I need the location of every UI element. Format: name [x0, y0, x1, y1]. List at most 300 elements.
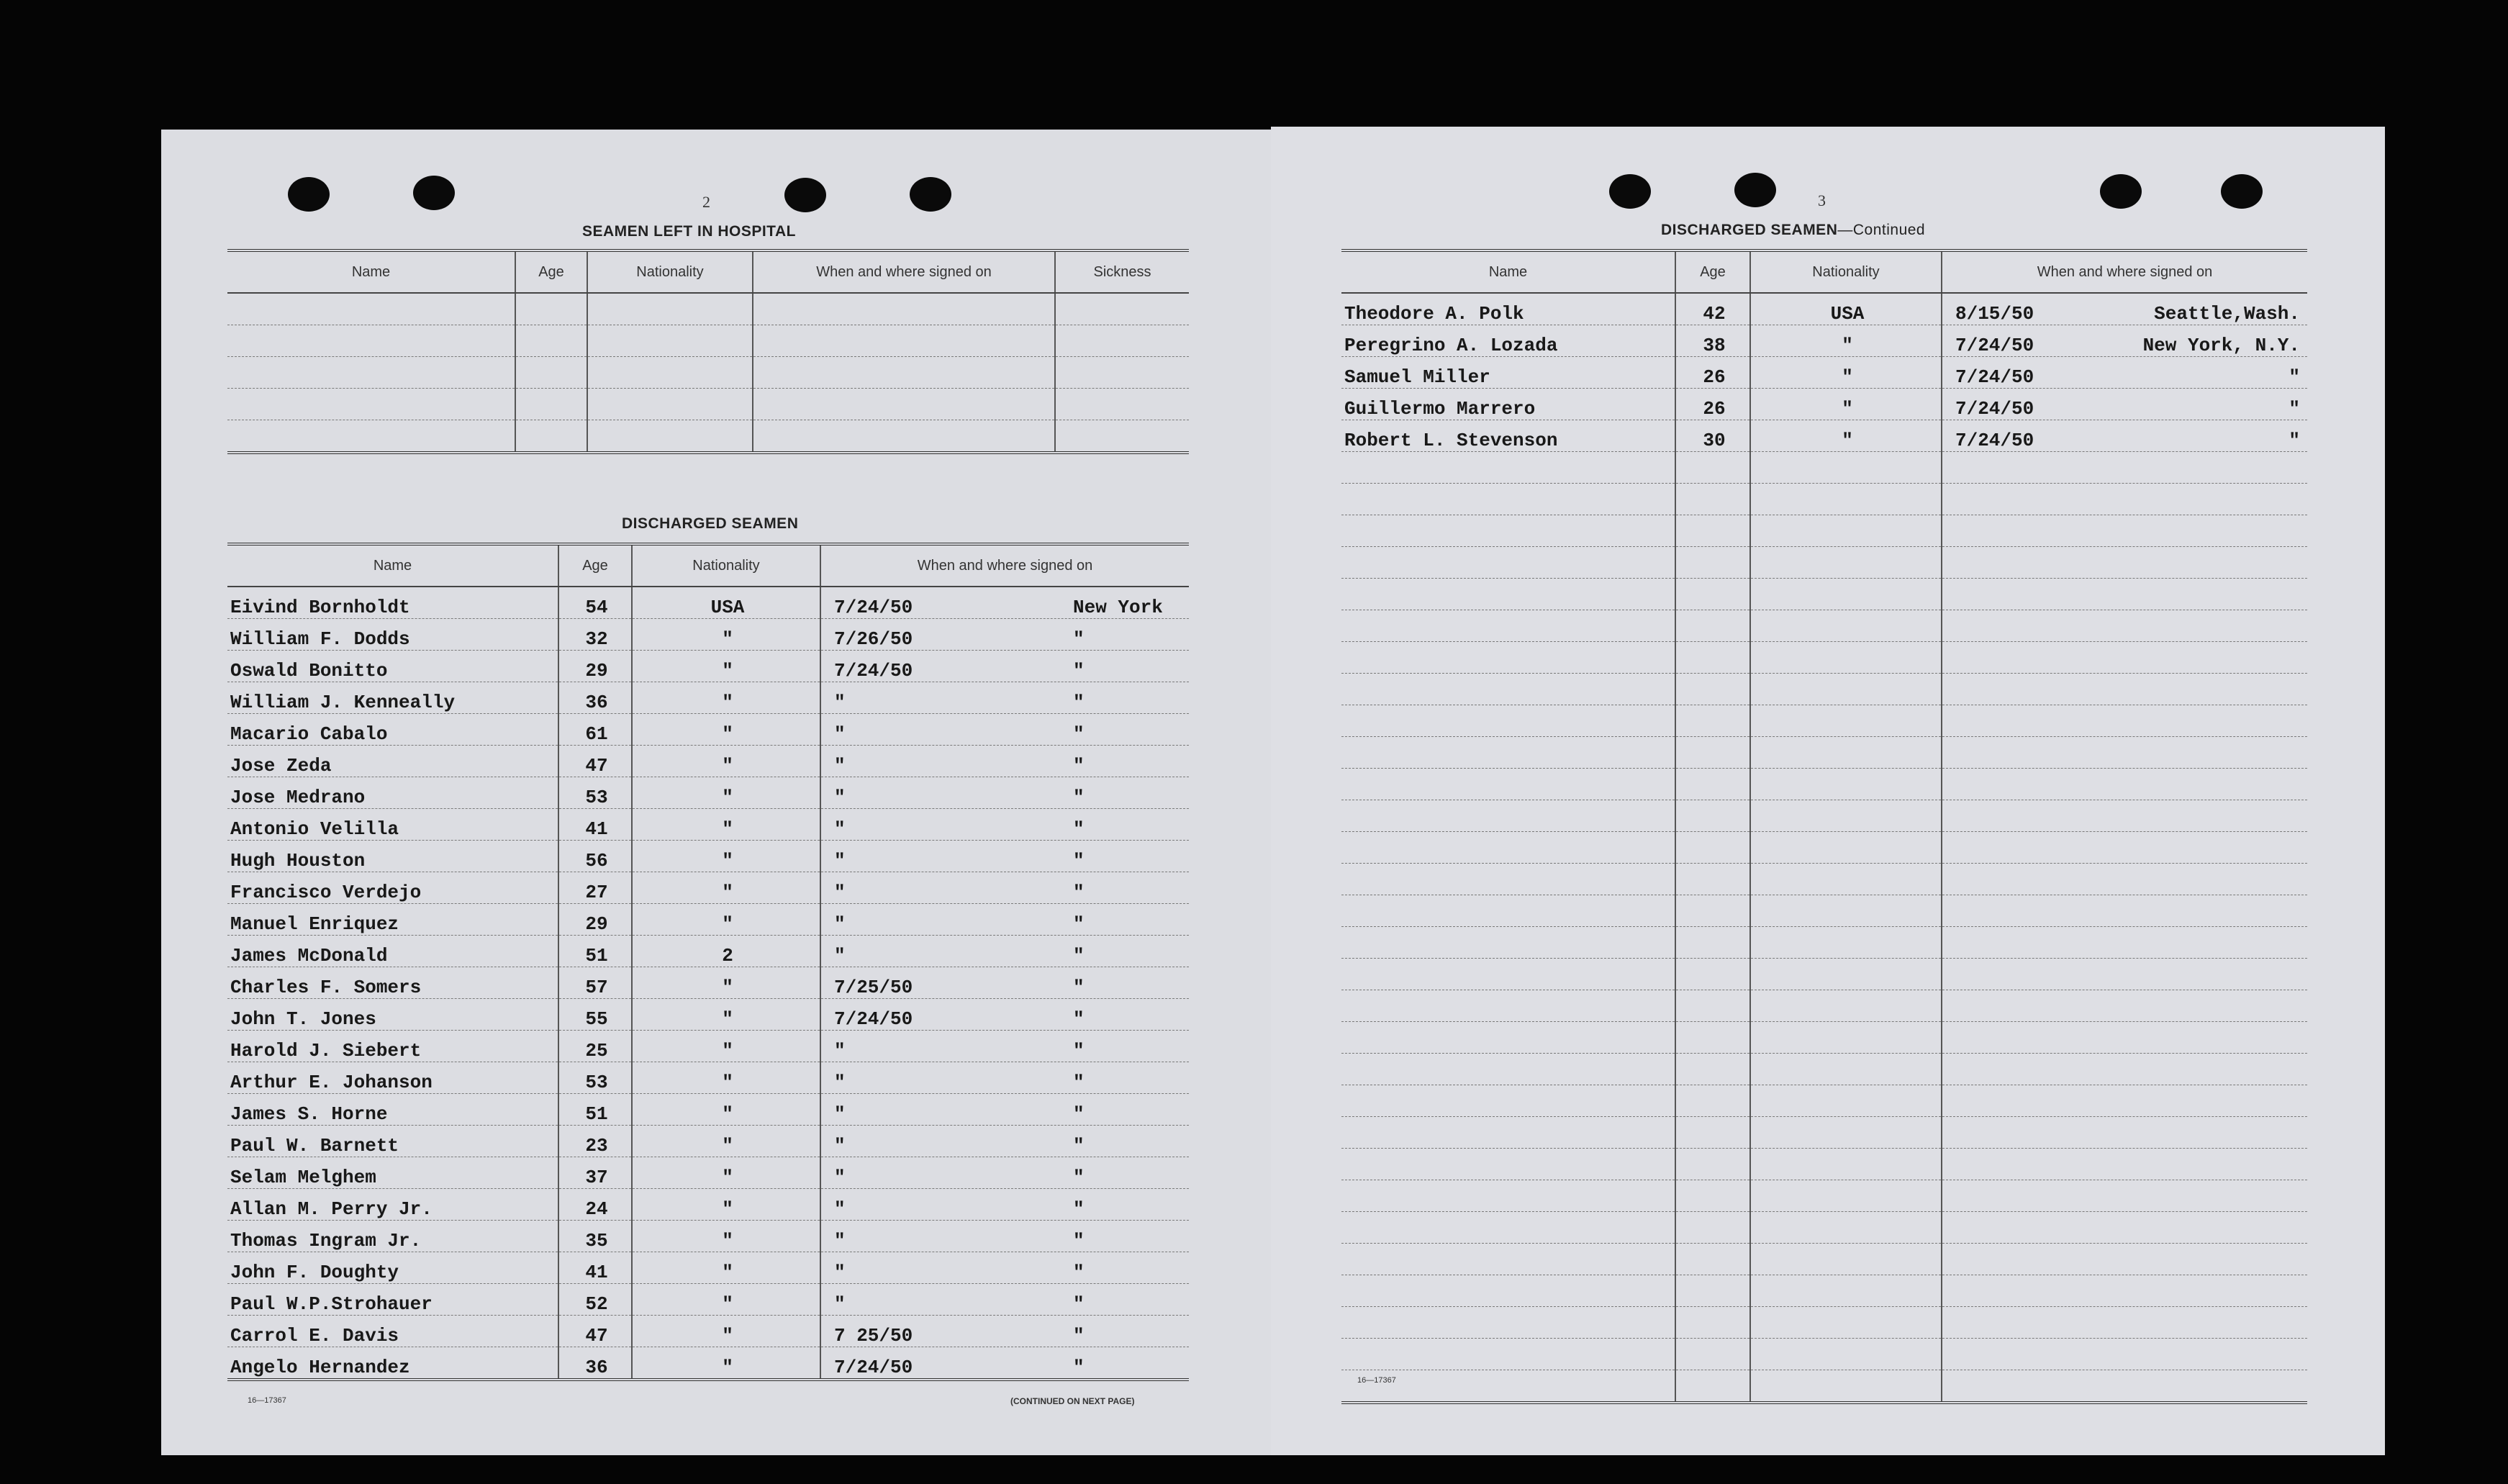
signed-on-place: Seattle,Wash.: [2154, 303, 2300, 325]
signed-on-date: ": [834, 913, 846, 935]
signed-on-place: ": [1073, 977, 1085, 998]
seaman-nationality: ": [632, 872, 820, 904]
table-row: [1341, 1085, 2307, 1117]
signed-on-date: 7/24/50: [1955, 366, 2034, 388]
col-header-age: Age: [515, 250, 587, 293]
table-row: [1341, 1117, 2307, 1149]
empty-cell: [1675, 1307, 1750, 1339]
signed-on-place: ": [2289, 430, 2300, 451]
signed-on-place: ": [1073, 1008, 1085, 1030]
signed-on-date: 7/24/50: [834, 597, 913, 618]
empty-cell: [1750, 1370, 1942, 1403]
seaman-age: 27: [558, 872, 632, 904]
empty-cell: [1750, 1339, 1942, 1370]
table-row: [227, 1221, 1189, 1252]
table-row: [1341, 864, 2307, 895]
empty-cell: [1341, 1275, 1675, 1307]
empty-cell: [1675, 895, 1750, 927]
seaman-nationality: ": [632, 1347, 820, 1380]
empty-cell: [1942, 1149, 2307, 1180]
empty-cell: [1341, 832, 1675, 864]
seaman-name: Selam Melghem: [227, 1157, 558, 1189]
signed-on-date: ": [834, 850, 846, 872]
page-number: 3: [1818, 191, 1826, 209]
col-header-signed-on: When and where signed on: [753, 250, 1055, 293]
left-page: [161, 130, 1271, 1455]
signed-on-cell: [820, 1316, 1189, 1347]
empty-cell: [1341, 674, 1675, 705]
seaman-name: Thomas Ingram Jr.: [227, 1221, 558, 1252]
seaman-age: 29: [558, 651, 632, 682]
signed-on-cell: [820, 1094, 1189, 1126]
seaman-name: James S. Horne: [227, 1094, 558, 1126]
signed-on-place: ": [1073, 723, 1085, 745]
discharged-table: [227, 543, 1189, 1381]
seaman-age: 57: [558, 967, 632, 999]
empty-cell: [1750, 737, 1942, 769]
seaman-nationality: 2: [632, 936, 820, 967]
seaman-nationality: ": [632, 682, 820, 714]
empty-cell: [1750, 1117, 1942, 1149]
empty-cell: [1942, 1022, 2307, 1054]
empty-cell: [1341, 1307, 1675, 1339]
seaman-name: John T. Jones: [227, 999, 558, 1031]
seaman-age: 61: [558, 714, 632, 746]
signed-on-cell: [820, 967, 1189, 999]
seaman-name: Antonio Velilla: [227, 809, 558, 841]
empty-cell: [1750, 515, 1942, 547]
table-row: [227, 651, 1189, 682]
empty-cell: [1750, 990, 1942, 1022]
seaman-nationality: ": [632, 809, 820, 841]
empty-cell: [1750, 927, 1942, 959]
empty-cell: [1675, 705, 1750, 737]
signed-on-cell: [820, 999, 1189, 1031]
empty-cell: [1341, 959, 1675, 990]
signed-on-place: ": [1073, 628, 1085, 650]
seaman-name: Francisco Verdejo: [227, 872, 558, 904]
empty-cell: [1675, 927, 1750, 959]
signed-on-cell: [1942, 420, 2307, 452]
signed-on-place: ": [1073, 1293, 1085, 1315]
empty-cell: [1341, 705, 1675, 737]
table-row: [227, 936, 1189, 967]
empty-cell: [1942, 1370, 2307, 1403]
signed-on-cell: [820, 714, 1189, 746]
seaman-nationality: USA: [1750, 293, 1942, 325]
table-row: [1341, 769, 2307, 800]
empty-cell: [1942, 484, 2307, 515]
seaman-name: Jose Medrano: [227, 777, 558, 809]
empty-cell: [1750, 832, 1942, 864]
table-row: [227, 587, 1189, 619]
seaman-name: Oswald Bonitto: [227, 651, 558, 682]
punch-hole: [2221, 174, 2263, 209]
empty-cell: [1942, 959, 2307, 990]
signed-on-date: ": [834, 1103, 846, 1125]
seaman-nationality: ": [632, 904, 820, 936]
table-row: [1341, 579, 2307, 610]
signed-on-date: 8/15/50: [1955, 303, 2034, 325]
signed-on-place: ": [2289, 398, 2300, 420]
seaman-age: 23: [558, 1126, 632, 1157]
table-row: [227, 714, 1189, 746]
empty-cell: [1341, 547, 1675, 579]
empty-cell: [1675, 1054, 1750, 1085]
seaman-nationality: ": [632, 1062, 820, 1094]
title-suffix: —Continued: [1837, 222, 1926, 238]
empty-cell: [1675, 1339, 1750, 1370]
empty-cell: [1942, 1212, 2307, 1244]
right-page: [1271, 127, 2385, 1455]
signed-on-date: 7/24/50: [834, 1008, 913, 1030]
table-row: [1341, 895, 2307, 927]
empty-cell: [1675, 674, 1750, 705]
empty-cell: [1942, 642, 2307, 674]
empty-cell: [1675, 1244, 1750, 1275]
signed-on-place: ": [1073, 1357, 1085, 1378]
table-row: [227, 777, 1189, 809]
form-number: 16—17367: [248, 1396, 286, 1405]
empty-cell: [1341, 800, 1675, 832]
punch-hole: [784, 178, 826, 212]
seaman-age: 55: [558, 999, 632, 1031]
signed-on-date: 7 25/50: [834, 1325, 913, 1347]
table-row: [1341, 1244, 2307, 1275]
signed-on-date: 7/24/50: [1955, 430, 2034, 451]
signed-on-cell: [820, 904, 1189, 936]
empty-cell: [1750, 1054, 1942, 1085]
empty-cell: [1675, 1022, 1750, 1054]
empty-cell: [1341, 895, 1675, 927]
signed-on-date: 7/26/50: [834, 628, 913, 650]
signed-on-cell: [820, 746, 1189, 777]
empty-cell: [1750, 959, 1942, 990]
title-main: DISCHARGED SEAMEN: [1661, 222, 1838, 238]
discharged-continued-title: [1661, 222, 1925, 239]
table-row: [227, 420, 1189, 453]
seaman-nationality: ": [632, 746, 820, 777]
seaman-name: Allan M. Perry Jr.: [227, 1189, 558, 1221]
empty-cell: [1942, 452, 2307, 484]
signed-on-place: ": [1073, 1072, 1085, 1093]
seaman-age: 54: [558, 587, 632, 619]
punch-hole: [1734, 173, 1776, 207]
col-header-age: Age: [558, 544, 632, 587]
punch-hole: [1609, 174, 1651, 209]
empty-cell: [1942, 1085, 2307, 1117]
empty-cell: [1675, 1117, 1750, 1149]
seaman-age: 32: [558, 619, 632, 651]
table-row: [1341, 452, 2307, 484]
empty-cell: [1942, 1054, 2307, 1085]
empty-cell: [1341, 610, 1675, 642]
col-header-nationality: Nationality: [587, 250, 753, 293]
empty-cell: [1750, 484, 1942, 515]
empty-cell: [1675, 484, 1750, 515]
signed-on-cell: [820, 1126, 1189, 1157]
empty-cell: [1341, 515, 1675, 547]
empty-cell: [1750, 1212, 1942, 1244]
signed-on-date: ": [834, 882, 846, 903]
empty-cell: [1942, 737, 2307, 769]
seaman-name: Hugh Houston: [227, 841, 558, 872]
seaman-nationality: ": [632, 1031, 820, 1062]
signed-on-place: ": [1073, 692, 1085, 713]
table-row: [227, 293, 1189, 325]
empty-cell: [1942, 547, 2307, 579]
signed-on-cell: [820, 1031, 1189, 1062]
seaman-nationality: ": [632, 1316, 820, 1347]
empty-cell: [1675, 1275, 1750, 1307]
table-row: [1341, 1275, 2307, 1307]
signed-on-date: ": [834, 1198, 846, 1220]
col-header-name: Name: [1341, 250, 1675, 293]
empty-cell: [1675, 1212, 1750, 1244]
signed-on-cell: [820, 619, 1189, 651]
signed-on-place: ": [1073, 660, 1085, 682]
empty-cell: [1942, 515, 2307, 547]
empty-cell: [1675, 610, 1750, 642]
empty-cell: [1675, 1180, 1750, 1212]
signed-on-date: 7/24/50: [834, 660, 913, 682]
empty-cell: [1942, 927, 2307, 959]
col-header-nationality: Nationality: [632, 544, 820, 587]
seaman-nationality: ": [632, 651, 820, 682]
discharged-section-title: DISCHARGED SEAMEN: [622, 515, 799, 532]
seaman-name: James McDonald: [227, 936, 558, 967]
empty-cell: [1675, 515, 1750, 547]
table-row: [1341, 800, 2307, 832]
table-row: [1341, 927, 2307, 959]
seaman-age: 24: [558, 1189, 632, 1221]
signed-on-place: ": [1073, 1103, 1085, 1125]
empty-cell: [1942, 800, 2307, 832]
signed-on-place: ": [1073, 1325, 1085, 1347]
signed-on-cell: [820, 1284, 1189, 1316]
table-row: [227, 841, 1189, 872]
hospital-table: [227, 249, 1189, 454]
signed-on-place: ": [1073, 1135, 1085, 1157]
table-row: [1341, 389, 2307, 420]
table-row: [1341, 959, 2307, 990]
table-row: [1341, 547, 2307, 579]
empty-cell: [1675, 800, 1750, 832]
table-row: [227, 1347, 1189, 1380]
seaman-name: Theodore A. Polk: [1341, 293, 1675, 325]
empty-cell: [1942, 1307, 2307, 1339]
empty-cell: [1942, 990, 2307, 1022]
empty-cell: [1341, 1370, 1675, 1403]
table-row: [227, 1031, 1189, 1062]
form-number: 16—17367: [1357, 1376, 1396, 1385]
empty-cell: [1341, 1022, 1675, 1054]
signed-on-date: ": [834, 1167, 846, 1188]
signed-on-place: ": [1073, 850, 1085, 872]
empty-cell: [1750, 547, 1942, 579]
table-row: [227, 1284, 1189, 1316]
empty-cell: [1750, 674, 1942, 705]
seaman-nationality: ": [632, 1221, 820, 1252]
table-row: [227, 357, 1189, 389]
signed-on-cell: [1942, 357, 2307, 389]
signed-on-place: ": [1073, 882, 1085, 903]
signed-on-cell: [1942, 325, 2307, 357]
seaman-nationality: ": [1750, 420, 1942, 452]
table-row: [1341, 1180, 2307, 1212]
empty-cell: [1942, 579, 2307, 610]
empty-cell: [1942, 1117, 2307, 1149]
empty-cell: [1675, 959, 1750, 990]
empty-cell: [1341, 1085, 1675, 1117]
signed-on-place: ": [1073, 787, 1085, 808]
empty-cell: [1341, 484, 1675, 515]
empty-cell: [1341, 990, 1675, 1022]
table-row: [1341, 737, 2307, 769]
empty-cell: [1942, 895, 2307, 927]
table-row: [1341, 832, 2307, 864]
seaman-name: Jose Zeda: [227, 746, 558, 777]
empty-cell: [1341, 452, 1675, 484]
empty-cell: [1341, 1054, 1675, 1085]
table-row: [227, 682, 1189, 714]
signed-on-cell: [820, 872, 1189, 904]
table-row: [1341, 1307, 2307, 1339]
col-header-signed-on: When and where signed on: [820, 544, 1189, 587]
table-row: [1341, 1022, 2307, 1054]
signed-on-place: ": [1073, 1040, 1085, 1062]
hospital-section-title: SEAMEN LEFT IN HOSPITAL: [582, 223, 796, 240]
empty-cell: [1942, 1339, 2307, 1370]
seaman-nationality: ": [632, 714, 820, 746]
seaman-age: 37: [558, 1157, 632, 1189]
seaman-name: William F. Dodds: [227, 619, 558, 651]
seaman-name: Charles F. Somers: [227, 967, 558, 999]
seaman-name: Paul W.P.Strohauer: [227, 1284, 558, 1316]
seaman-nationality: ": [1750, 325, 1942, 357]
table-row: [227, 746, 1189, 777]
seaman-age: 53: [558, 777, 632, 809]
signed-on-cell: [820, 1062, 1189, 1094]
signed-on-cell: [820, 1189, 1189, 1221]
empty-cell: [1675, 769, 1750, 800]
seaman-age: 41: [558, 809, 632, 841]
seaman-age: 42: [1675, 293, 1750, 325]
empty-cell: [1341, 927, 1675, 959]
seaman-name: Paul W. Barnett: [227, 1126, 558, 1157]
table-row: [227, 904, 1189, 936]
seaman-nationality: ": [632, 1252, 820, 1284]
seaman-name: Robert L. Stevenson: [1341, 420, 1675, 452]
signed-on-date: 7/24/50: [1955, 398, 2034, 420]
empty-cell: [1675, 990, 1750, 1022]
table-row: [1341, 515, 2307, 547]
col-header-sickness: Sickness: [1055, 250, 1189, 293]
table-row: [227, 1094, 1189, 1126]
table-row: [227, 809, 1189, 841]
signed-on-place: ": [1073, 818, 1085, 840]
col-header-signed-on: When and where signed on: [1942, 250, 2307, 293]
table-row: [227, 389, 1189, 420]
signed-on-place: New York: [1073, 597, 1163, 618]
table-row: [227, 967, 1189, 999]
empty-cell: [1942, 705, 2307, 737]
seaman-name: Macario Cabalo: [227, 714, 558, 746]
table-row: [1341, 325, 2307, 357]
table-row: [1341, 293, 2307, 325]
table-row: [1341, 1370, 2307, 1403]
seaman-age: 53: [558, 1062, 632, 1094]
signed-on-place: ": [1073, 755, 1085, 777]
empty-cell: [1942, 864, 2307, 895]
seaman-nationality: ": [632, 619, 820, 651]
seaman-age: 52: [558, 1284, 632, 1316]
empty-cell: [1750, 769, 1942, 800]
empty-cell: [1750, 1275, 1942, 1307]
empty-cell: [1750, 1085, 1942, 1117]
signed-on-date: ": [834, 1040, 846, 1062]
empty-cell: [1341, 737, 1675, 769]
seaman-name: Manuel Enriquez: [227, 904, 558, 936]
empty-cell: [1750, 579, 1942, 610]
table-row: [227, 325, 1189, 357]
signed-on-date: ": [834, 1135, 846, 1157]
empty-cell: [1942, 1180, 2307, 1212]
seaman-age: 26: [1675, 389, 1750, 420]
punch-hole: [413, 176, 455, 210]
signed-on-cell: [820, 651, 1189, 682]
signed-on-cell: [820, 1252, 1189, 1284]
table-row: [1341, 1212, 2307, 1244]
empty-cell: [1942, 610, 2307, 642]
page-number: 2: [702, 193, 710, 211]
empty-cell: [1675, 452, 1750, 484]
table-row: [227, 1126, 1189, 1157]
col-header-nationality: Nationality: [1750, 250, 1942, 293]
signed-on-date: 7/25/50: [834, 977, 913, 998]
seaman-age: 51: [558, 1094, 632, 1126]
seaman-age: 47: [558, 746, 632, 777]
table-row: [1341, 1339, 2307, 1370]
punch-hole: [910, 177, 951, 212]
seaman-age: 56: [558, 841, 632, 872]
empty-cell: [1750, 1180, 1942, 1212]
empty-cell: [1341, 1117, 1675, 1149]
col-header-age: Age: [1675, 250, 1750, 293]
signed-on-date: 7/24/50: [1955, 335, 2034, 356]
signed-on-date: ": [834, 755, 846, 777]
table-row: [227, 1157, 1189, 1189]
seaman-name: Peregrino A. Lozada: [1341, 325, 1675, 357]
seaman-nationality: USA: [632, 587, 820, 619]
signed-on-cell: [820, 1221, 1189, 1252]
empty-cell: [1942, 1244, 2307, 1275]
table-row: [1341, 705, 2307, 737]
signed-on-place: ": [1073, 913, 1085, 935]
empty-cell: [1750, 895, 1942, 927]
signed-on-cell: [820, 777, 1189, 809]
table-row: [227, 1252, 1189, 1284]
seaman-nationality: ": [632, 967, 820, 999]
seaman-name: William J. Kenneally: [227, 682, 558, 714]
table-row: [227, 619, 1189, 651]
table-row: [227, 999, 1189, 1031]
table-row: [1341, 1149, 2307, 1180]
table-row: [1341, 420, 2307, 452]
empty-cell: [1750, 864, 1942, 895]
empty-cell: [1750, 800, 1942, 832]
table-row: [227, 1316, 1189, 1347]
